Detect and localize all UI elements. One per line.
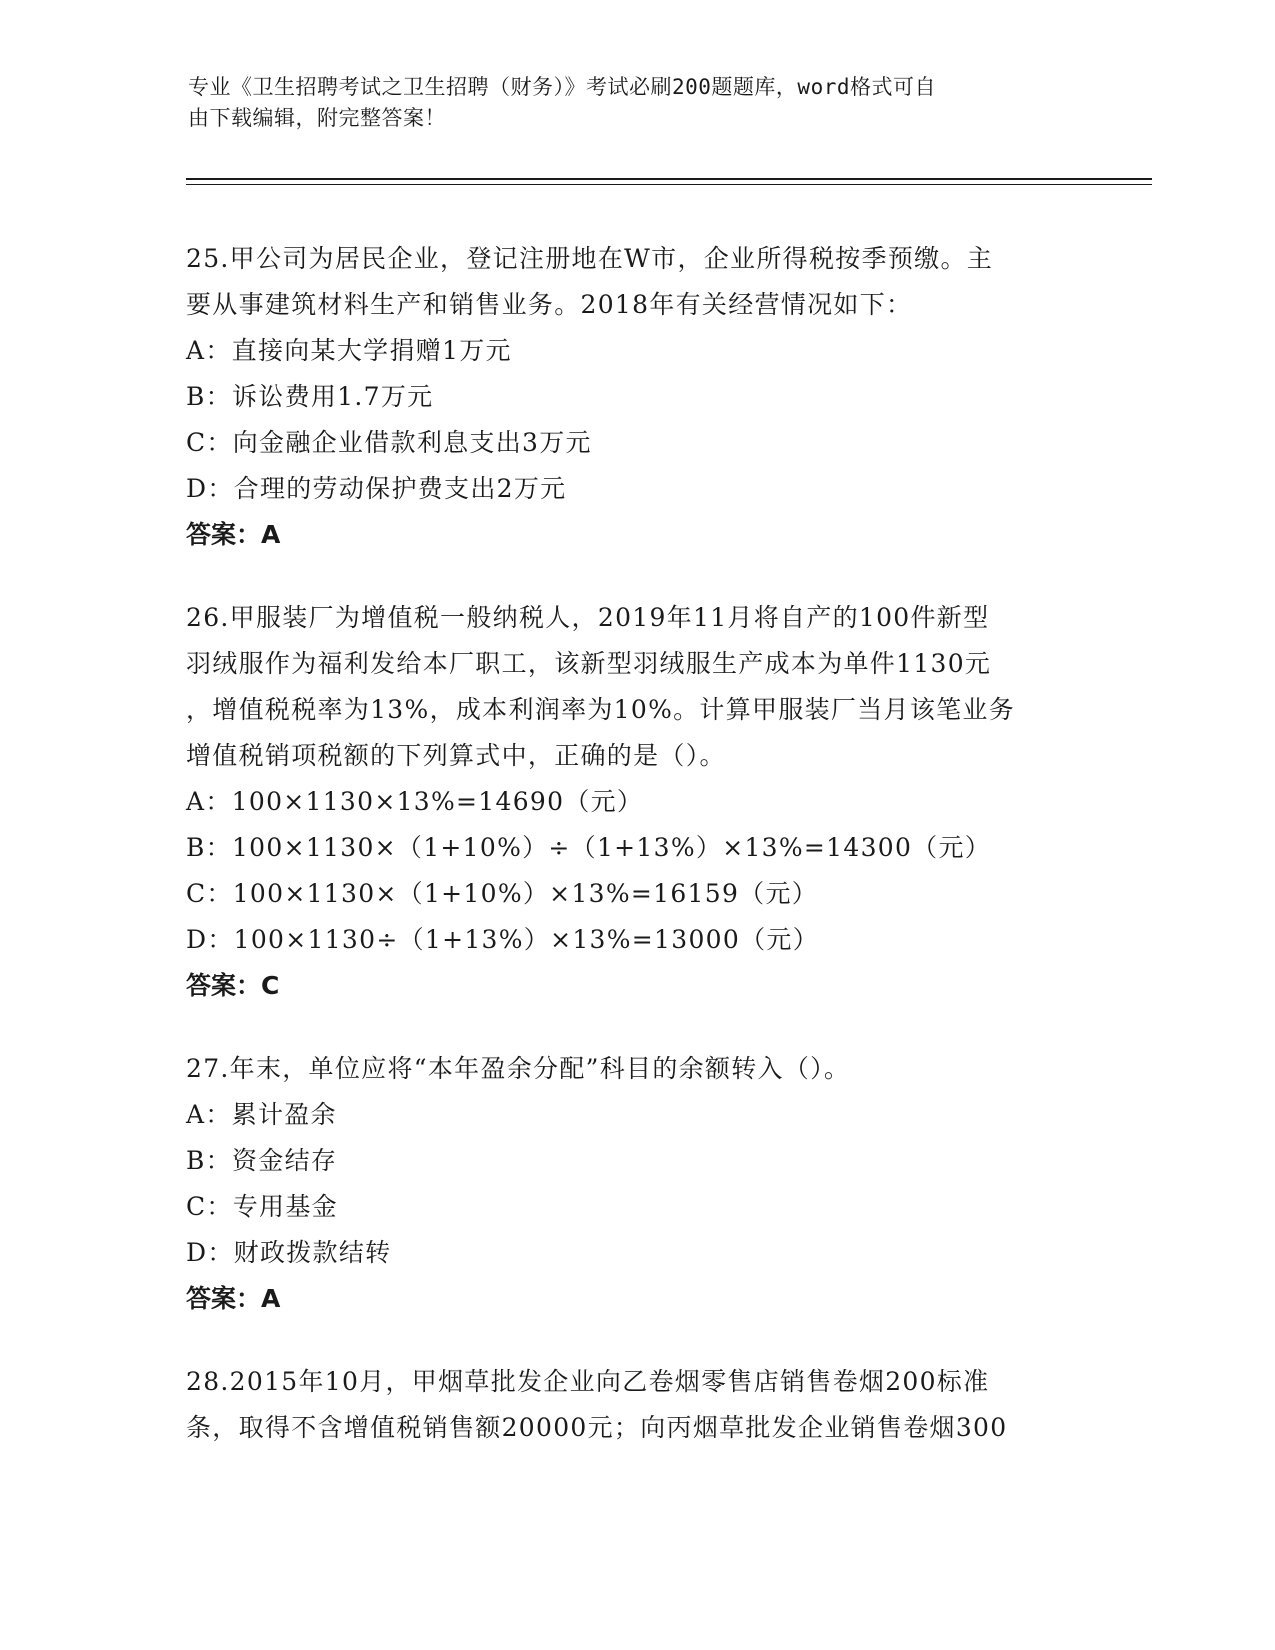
option-b: B：诉讼费用1.7万元 <box>186 382 434 411</box>
option-a: A：100×1130×13%=14690（元） <box>186 787 644 816</box>
option-b: B：资金结存 <box>186 1146 338 1175</box>
question-stem: 25.甲公司为居民企业，登记注册地在W市，企业所得税按季预缴。主 <box>186 244 994 273</box>
question-stem: 羽绒服作为福利发给本厂职工，该新型羽绒服生产成本为单件1130元 <box>186 649 992 678</box>
question-28 <box>186 1359 1086 1451</box>
header-line-2: 由下载编辑，附完整答案！ <box>188 106 446 130</box>
question-stem: ，增值税税率为13%，成本利润率为10%。计算甲服装厂当月该笔业务 <box>186 695 1016 724</box>
option-d: D：100×1130÷（1+13%）×13%=13000（元） <box>186 925 819 954</box>
header-rule-thin <box>186 184 1152 185</box>
option-a: A：直接向某大学捐赠1万元 <box>186 336 512 365</box>
question-27 <box>186 1046 1086 1322</box>
question-list <box>186 236 1086 1488</box>
document-header <box>188 72 1068 134</box>
option-c: C：向金融企业借款利息支出3万元 <box>186 428 592 457</box>
header-rule-thick <box>186 178 1152 180</box>
question-stem: 要从事建筑材料生产和销售业务。2018年有关经营情况如下： <box>186 290 913 319</box>
answer-label: 答案：C <box>186 971 280 1000</box>
option-d: D：合理的劳动保护费支出2万元 <box>186 474 567 503</box>
question-25 <box>186 236 1086 558</box>
answer-label: 答案：A <box>186 520 281 549</box>
option-b: B：100×1130×（1+10%）÷（1+13%）×13%=14300（元） <box>186 833 992 862</box>
option-a: A：累计盈余 <box>186 1100 337 1129</box>
question-26 <box>186 595 1086 1009</box>
header-line-1: 专业《卫生招聘考试之卫生招聘（财务）》考试必刷200题题库，word格式可自 <box>188 75 936 99</box>
question-stem: 增值税销项税额的下列算式中，正确的是（）。 <box>186 741 726 770</box>
option-d: D：财政拨款结转 <box>186 1238 392 1267</box>
question-stem: 条，取得不含增值税销售额20000元；向丙烟草批发企业销售卷烟300 <box>186 1413 1008 1442</box>
answer-label: 答案：A <box>186 1284 281 1313</box>
question-stem: 26.甲服装厂为增值税一般纳税人，2019年11月将自产的100件新型 <box>186 603 990 632</box>
question-stem: 28.2015年10月，甲烟草批发企业向乙卷烟零售店销售卷烟200标准 <box>186 1367 990 1396</box>
option-c: C：100×1130×（1+10%）×13%=16159（元） <box>186 879 819 908</box>
question-stem: 27.年末，单位应将“本年盈余分配”科目的余额转入（）。 <box>186 1054 851 1083</box>
option-c: C：专用基金 <box>186 1192 338 1221</box>
